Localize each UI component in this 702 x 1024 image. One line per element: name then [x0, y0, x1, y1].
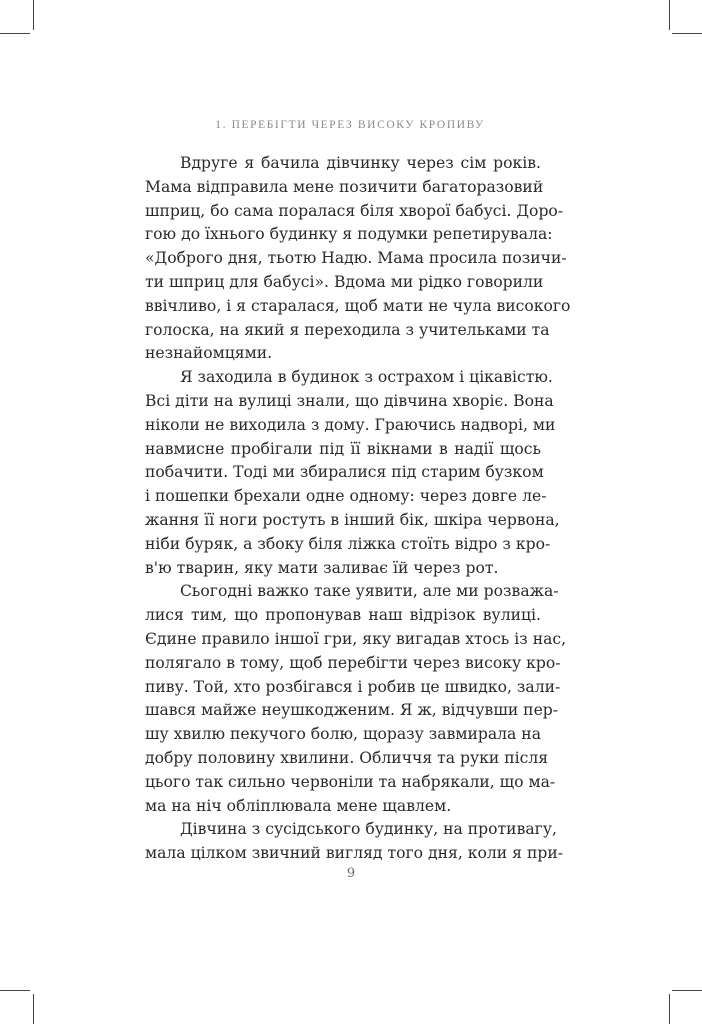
crop-mark — [0, 33, 30, 34]
crop-mark — [33, 0, 34, 30]
text-line: Вдруге я бачила дівчинку через сім років. — [180, 154, 541, 172]
text-line: добру половину хвилини. Обличчя та руки після — [145, 748, 549, 767]
text-line: «Доброго дня, тьотю Надю. Мама просила позичи- — [145, 249, 567, 268]
text-line: Сьогодні важко таке уявити, але ми розважа- — [180, 582, 559, 601]
paragraph — [145, 818, 563, 866]
text-line: гою до їхнього будинку я подумки репетирувала: — [145, 225, 553, 244]
text-line: Всі діти на вулиці знали, що дівчина хворіє. Вона — [145, 391, 554, 410]
text-line: ввічливо, і я старалася, щоб мати не чула високого — [145, 296, 571, 315]
crop-mark — [0, 990, 30, 991]
text-line: шу хвилю пекучого болю, щоразу завмирала на — [145, 725, 541, 744]
text-line: ніби буряк, а збоку біля ліжка стоїть відро з кро- — [145, 534, 551, 553]
text-line: навмисне пробігали під її вікнами в надії щось — [145, 439, 541, 458]
text-line: і пошепки брехали одне одному: через довге ле- — [145, 487, 547, 506]
paragraph — [145, 366, 560, 580]
crop-mark — [672, 990, 702, 991]
text-line: жання її ноги ростуть в інший бік, шкіра червона, — [145, 510, 560, 529]
text-line: ти шприц для бабусі». Вдома ми рідко говорили — [145, 272, 544, 291]
crop-mark — [33, 994, 34, 1024]
text-line: шприц, бо сама поралася біля хворої бабусі. Доро- — [145, 201, 564, 220]
text-line: лися тим, що пропонував наш відрізок вулиці. — [145, 606, 541, 625]
text-line: ма на ніч обліплювала мене щавлем. — [145, 796, 452, 815]
text-line: мала цілком звичний вигляд того дня, коли я при- — [145, 844, 563, 863]
text-line: Мама відправила мене позичити багаторазовий — [145, 177, 544, 196]
text-line: Дівчина з сусідського будинку, на противагу, — [180, 820, 557, 839]
text-line: Єдине правило іншої гри, яку вигадав хтось із нас, — [145, 629, 567, 648]
text-line: пиву. Той, хто розбігався і робив це швидко, зали- — [145, 677, 561, 696]
text-line: ніколи не виходила з дому. Граючись надворі, ми — [145, 415, 556, 434]
text-line: в'ю тварин, яку мати заливає їй через рот. — [145, 558, 499, 577]
paragraph — [145, 152, 571, 366]
crop-mark — [669, 0, 670, 30]
text-line: полягало в тому, щоб перебігти через високу кро- — [145, 653, 561, 672]
paragraph — [145, 580, 567, 818]
crop-mark — [669, 994, 670, 1024]
text-line: шався майже неушкодженим. Я ж, відчувши пер- — [145, 701, 559, 720]
body-text — [145, 152, 571, 866]
text-line: голоска, на який я переходила з учительками та — [145, 320, 550, 339]
running-header: 1. ПЕРЕБІГТИ ЧЕРЕЗ ВИСОКУ КРОПИВУ — [215, 119, 485, 131]
page-number: 9 — [346, 866, 356, 881]
text-line: Я заходила в будинок з острахом і цікавістю. — [180, 368, 553, 387]
crop-mark — [672, 33, 702, 34]
text-line: незнайомцями. — [145, 344, 273, 363]
text-line: цього так сильно червоніли та набрякали, що ма- — [145, 772, 556, 791]
text-line: побачити. Тоді ми збиралися під старим бузком — [145, 463, 544, 482]
